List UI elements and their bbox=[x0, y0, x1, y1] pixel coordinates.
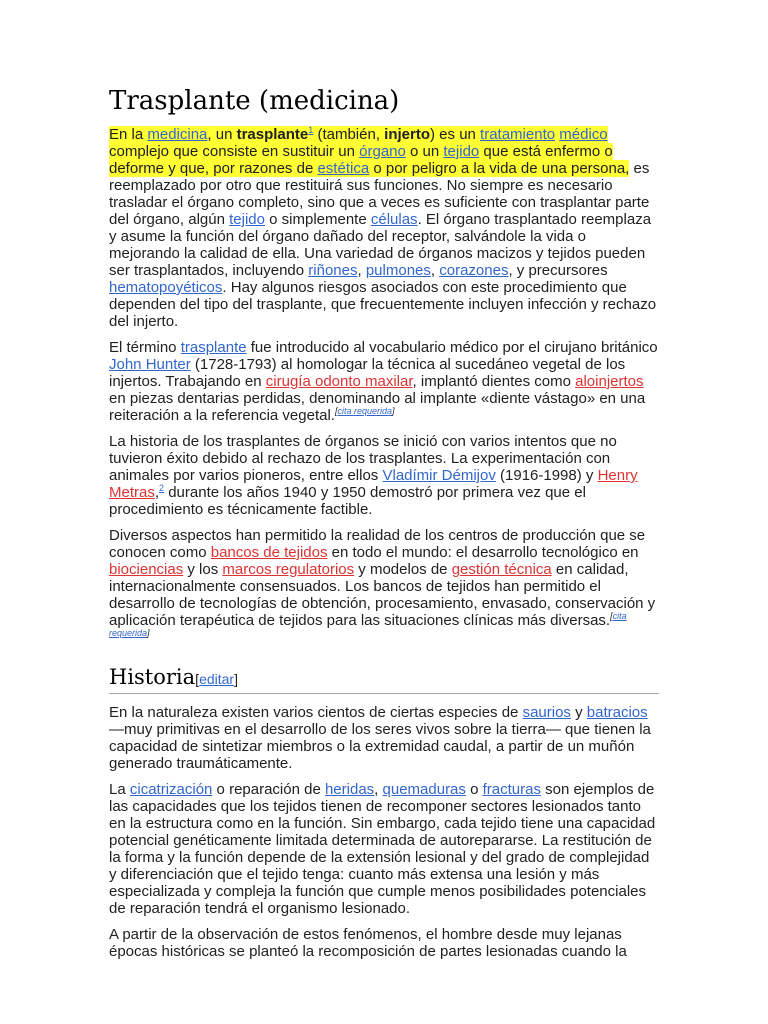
redlink-henry-metras[interactable]: Henry Metras bbox=[109, 467, 638, 501]
link-medico[interactable]: médico bbox=[559, 126, 608, 143]
paragraph-termino: El término trasplante fue introducido al vocabulario médico por el cirujano británico John Hunter (1728-1793) al homologar la técnica al sucedáneo vegetal de los injertos. Trabajando en cirugía odonto maxilar, implantó dientes como aloinjertos en piezas dentarias perdidas, denominando al implante «diente vástago» en una reiteración a la referencia vegetal.[cita requerida] bbox=[109, 339, 658, 424]
link-fracturas[interactable]: fracturas bbox=[482, 781, 541, 798]
link-batracios[interactable]: batracios bbox=[586, 704, 648, 721]
link-pulmones[interactable]: pulmones bbox=[365, 262, 431, 279]
link-tejido-2[interactable]: tejido bbox=[229, 211, 265, 228]
link-john-hunter[interactable]: John Hunter bbox=[109, 356, 191, 373]
intro-paragraph: En la medicina, un trasplante$^1$ (también, injerto) es un tratamiento médico complejo que consiste en sustituir un órgano o un tejido que está enfermo o deforme y que, por razones de estética o por peligro a la vida de una persona, es reemplazado por otro que restituirá sus funciones. No siempre es necesario trasladar el órgano completo, sino que a veces es suficiente con trasplantar parte del órgano, algún tejido o simplemente células. El órgano trasplantado reemplaza y asume la función del órgano dañado del receptor, salvándole la vida o mejorando la calidad de ella. Una variedad de órganos macizos y tejidos pueden ser trasplantados, incluyendo riñones, pulmones, corazones, y precursores hematopoyéticos. Hay algunos riesgos asociados con este procedimiento que dependen del tipo del trasplante, que frecuentemente incluyen infección y rechazo del injerto. bbox=[109, 125, 657, 330]
redlink-aloinjertos[interactable]: aloinjertos bbox=[575, 373, 644, 390]
paragraph-observacion: A partir de la observación de estos fenómenos, el hombre desde muy lejanas épocas históricas se planteó la recomposición de partes lesionadas cuando la bbox=[109, 926, 627, 960]
link-estetica[interactable]: estética bbox=[317, 160, 370, 177]
citation-needed-link-2[interactable]: cita requerida bbox=[109, 611, 627, 638]
redlink-biociencias[interactable]: biociencias bbox=[109, 561, 184, 578]
link-corazones[interactable]: corazones bbox=[439, 262, 509, 279]
term-injerto: injerto bbox=[384, 126, 431, 143]
link-hematopoyeticos[interactable]: hematopoyéticos bbox=[109, 279, 223, 296]
edit-section-link[interactable]: editar bbox=[199, 671, 235, 687]
section-heading-historia: Historia[editar] bbox=[109, 664, 659, 694]
paragraph-naturaleza: En la naturaleza existen varios cientos de ciertas especies de saurios y batracios —muy primitivas en el desarrollo de los seres vivos sobre la tierra— que tienen la capacidad de sintetizar miembros o la extremidad caudal, a partir de un muñón generado traumáticamente. bbox=[109, 704, 651, 772]
link-medicina[interactable]: medicina bbox=[147, 126, 208, 143]
link-vladimir-demijov[interactable]: Vladímir Démijov bbox=[382, 467, 496, 484]
citation-needed-link[interactable]: cita requerida bbox=[337, 406, 393, 416]
page-title: Trasplante (medicina) bbox=[109, 86, 400, 116]
link-tratamiento[interactable]: tratamiento bbox=[480, 126, 556, 143]
paragraph-bancos-tejidos: Diversos aspectos han permitido la realidad de los centros de producción que se conocen como bancos de tejidos en todo el mundo: el desarrollo tecnológico en biociencias y los marcos regulatorios y modelos de gestión técnica en calidad, internacionalmente consensuados. Los bancos de tejidos han permitido el desarrollo de tecnologías de obtención, procesamiento, envasado, conservación y aplicación terapéutica de tejidos para las situaciones clínicas más diversas.[cita requerida] bbox=[109, 527, 656, 638]
term-trasplante: trasplante bbox=[236, 126, 309, 143]
redlink-bancos-de-tejidos[interactable]: bancos de tejidos bbox=[210, 544, 328, 561]
reference-1[interactable]: 1 bbox=[308, 125, 314, 135]
paragraph-historia-trasplantes: La historia de los trasplantes de órganos se inició con varios intentos que no tuvieron éxito debido al rechazo de los trasplantes. La experimentación con animales por varios pioneros, entre ellos Vladímir Démijov (1916-1998) y Henry Metras,$^2$ durante los años 1940 y 1950 demostró por primera vez que el procedimiento es técnicamente factible. bbox=[109, 433, 638, 518]
link-cicatrizacion[interactable]: cicatrización bbox=[129, 781, 213, 798]
link-trasplante[interactable]: trasplante bbox=[180, 339, 247, 356]
edit-section: [editar] bbox=[195, 671, 238, 687]
link-rinones[interactable]: riñones bbox=[308, 262, 358, 279]
citation-needed-2: [cita requerida] bbox=[109, 611, 627, 638]
link-heridas[interactable]: heridas bbox=[324, 781, 375, 798]
article bbox=[109, 84, 659, 969]
reference-2[interactable]: 2 bbox=[159, 483, 165, 493]
link-saurios[interactable]: saurios bbox=[522, 704, 571, 721]
link-celulas[interactable]: células bbox=[370, 211, 418, 228]
redlink-gestion-tecnica[interactable]: gestión técnica bbox=[451, 561, 552, 578]
paragraph-cicatrizacion: La cicatrización o reparación de heridas, quemaduras o fracturas son ejemplos de las capacidades que los tejidos tienen de recomponer sectores lesionados tanto en la estructura como en la función. Sin embargo, cada tejido tiene una capacidad potencial genéticamente limitada determinada de autorepararse. La restitución de la forma y la función depende de la extensión lesional y del grado de complejidad y diferenciación que el tejido tenga: cuanto más extensa una lesión y más especializada y compleja la función que cumple menos posibilidades potenciales de reparación tendrá el organismo lesionado. bbox=[109, 781, 656, 917]
link-tejido[interactable]: tejido bbox=[443, 143, 480, 160]
highlighted-text: En la medicina, un trasplante$^1$ (también, injerto) es un tratamiento médico complejo que consiste en sustituir un órgano o un tejido que está enfermo o deforme y que, por razones de estética o por peligro a la vida de una persona, bbox=[109, 125, 630, 177]
citation-needed: [cita requerida] bbox=[334, 406, 395, 416]
redlink-cirugia-odonto-maxilar[interactable]: cirugía odonto maxilar bbox=[265, 373, 413, 390]
redlink-marcos-regulatorios[interactable]: marcos regulatorios bbox=[222, 561, 355, 578]
link-organo[interactable]: órgano bbox=[359, 143, 406, 160]
link-quemaduras[interactable]: quemaduras bbox=[382, 781, 466, 798]
